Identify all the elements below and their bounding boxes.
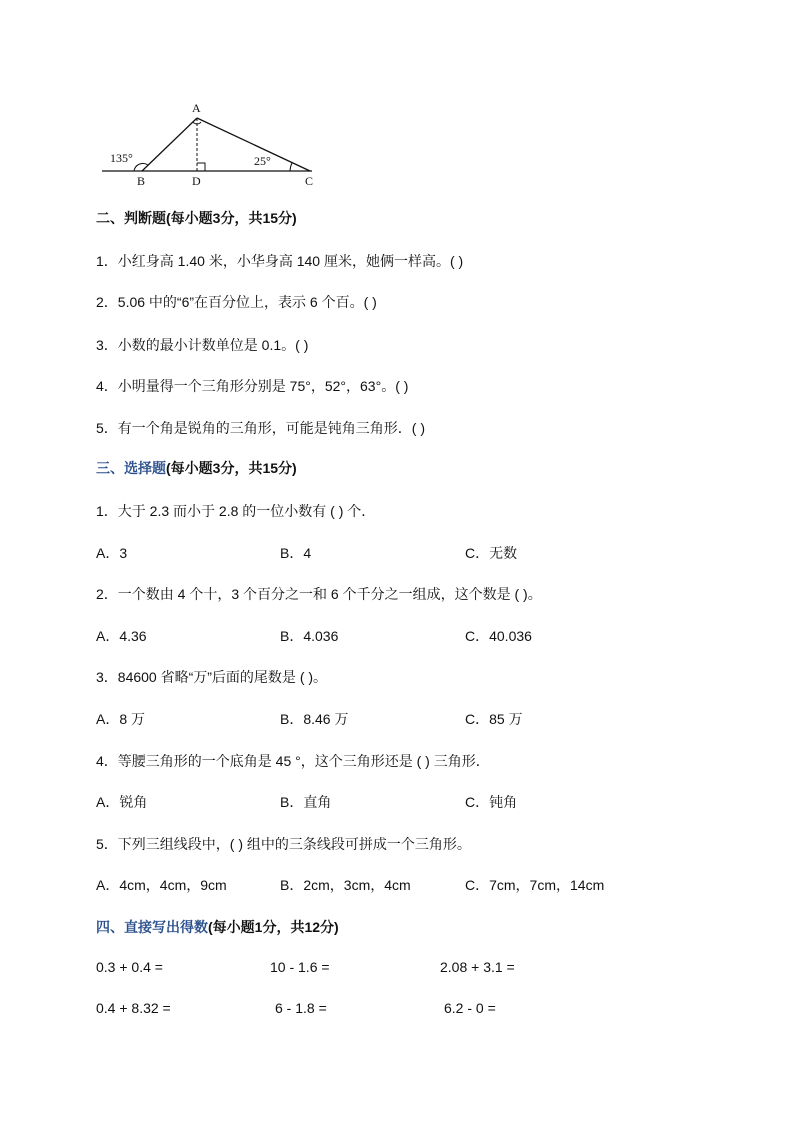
section4-heading <box>96 917 339 937</box>
choice-2-option-a: A．4.36 <box>96 628 147 644</box>
choice-question-3: 3．84600 省略“万”后面的尾数是 ( )。 <box>96 669 328 685</box>
calc-r2-c2: 6 - 1.8 = <box>275 1000 327 1016</box>
calc-r2-c3: 6.2 - 0 = <box>444 1000 496 1016</box>
choice-4-option-c: C．钝角 <box>465 794 518 810</box>
choice-5-option-a: A．4cm，4cm，9cm <box>96 877 227 893</box>
judge-item-3: 3．小数的最小计数单位是 0.1。( ) <box>96 337 309 353</box>
calc-r1-c1: 0.3 + 0.4 = <box>96 959 163 975</box>
choice-4-option-b: B．直角 <box>280 794 332 810</box>
choice-question-4: 4．等腰三角形的一个底角是 45 °，这个三角形还是 ( ) 三角形． <box>96 753 490 769</box>
vertex-label-c: C <box>305 174 314 188</box>
angle-c-label: 25° <box>254 154 271 168</box>
choice-4-option-a: A．锐角 <box>96 794 148 810</box>
judge-item-4: 4．小明量得一个三角形分别是 75°，52°，63°。( ) <box>96 378 409 394</box>
angle-c-arc <box>290 163 292 171</box>
section3-heading <box>96 458 297 478</box>
calc-r2-c1: 0.4 + 8.32 = <box>96 1000 171 1016</box>
choice-3-option-a: A．8 万 <box>96 711 146 727</box>
section2-note: (每小题3分，共15分) <box>166 210 297 226</box>
choice-1-option-a: A．3 <box>96 545 128 561</box>
judge-item-5: 5．有一个角是锐角的三角形，可能是钝角三角形．( ) <box>96 420 425 436</box>
choice-5-option-c: C．7cm，7cm，14cm <box>465 877 605 893</box>
triangle-figure <box>0 0 794 200</box>
section4-note: (每小题1分，共12分) <box>208 919 339 935</box>
choice-question-5: 5．下列三组线段中，( ) 组中的三条线段可拼成一个三角形。 <box>96 836 471 852</box>
choice-5-option-b: B．2cm，3cm，4cm <box>280 877 411 893</box>
choice-1-option-c: C．无数 <box>465 545 518 561</box>
section2-heading <box>96 208 297 228</box>
choice-3-option-b: B．8.46 万 <box>280 711 349 727</box>
choice-3-option-c: C．85 万 <box>465 711 523 727</box>
side-ab <box>142 118 197 171</box>
vertex-label-b: B <box>137 174 146 188</box>
vertex-label-d: D <box>192 174 201 188</box>
right-angle-mark <box>197 163 205 171</box>
judge-item-1: 1．小红身高 1.40 米，小华身高 140 厘米，她俩一样高。( ) <box>96 253 464 269</box>
choice-question-1: 1．大于 2.3 而小于 2.8 的一位小数有 ( ) 个． <box>96 503 376 519</box>
calc-r1-c3: 2.08 + 3.1 = <box>440 959 515 975</box>
section2-title: 二、判断题 <box>96 210 166 226</box>
choice-2-option-c: C．40.036 <box>465 628 532 644</box>
calc-r1-c2: 10 - 1.6 = <box>270 959 330 975</box>
section3-note: (每小题3分，共15分) <box>166 460 297 476</box>
angle-b-label: 135° <box>110 151 133 165</box>
choice-question-2: 2．一个数由 4 个十，3 个百分之一和 6 个千分之一组成，这个数是 ( )。 <box>96 586 542 602</box>
choice-1-option-b: B．4 <box>280 545 312 561</box>
section3-title: 三、选择题 <box>96 460 166 476</box>
section4-title: 四、直接写出得数 <box>96 919 208 935</box>
choice-2-option-b: B．4.036 <box>280 628 339 644</box>
judge-item-2: 2．5.06 中的“6”在百分位上，表示 6 个百。( ) <box>96 294 377 310</box>
vertex-label-a: A <box>192 101 201 115</box>
